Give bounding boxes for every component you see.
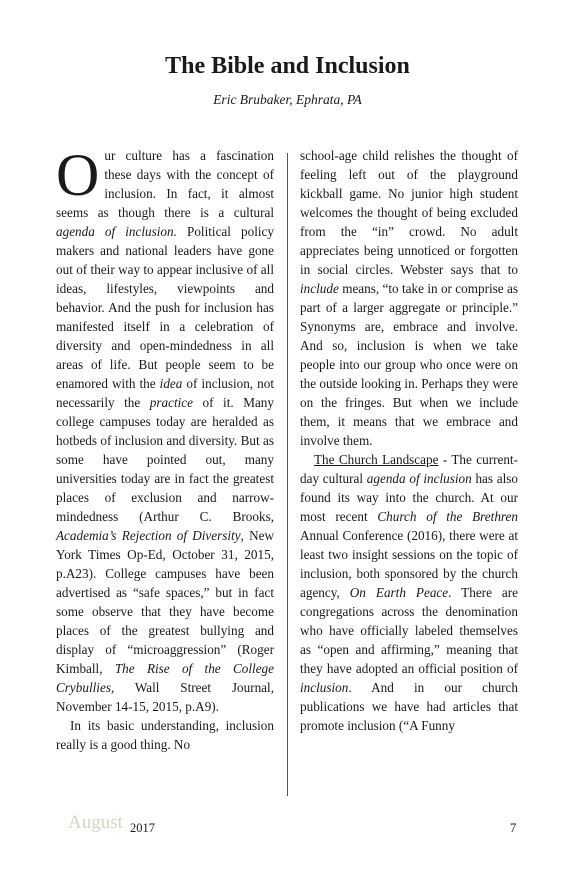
left-column xyxy=(56,142,274,754)
emphasis: Academia’s Rejection of Diversity xyxy=(56,528,241,543)
emphasis: include xyxy=(300,281,339,296)
footer-month: August xyxy=(68,812,123,833)
text-run: Wall Street Journal, November 14-15, 2015, p.A9). xyxy=(56,680,274,714)
text-run: has also found its way into the church. At our most recent xyxy=(300,471,518,524)
emphasis: On Earth Peace xyxy=(349,585,449,600)
text-run: school-age child relishes the thought of feeling left out of the playground kickball game. No junior high student welcomes the thought of being excluded from the “in” crowd. No adult appreciates being unnoticed or forgotten in social circles. Webster says that to xyxy=(300,148,518,277)
text-run: - The current-day cultural xyxy=(300,452,518,486)
text-run: . There are congregations across the denomination who have officially labeled themselves as “open and affirming,” meaning that they have adopted an official position of xyxy=(300,585,519,676)
text-run: ur culture has a fascination these days with the concept of inclusion. In fact, it almost seems as though there is a cultural xyxy=(56,148,274,220)
section-heading: The Church Landscape xyxy=(314,452,439,467)
text-run: Political policy makers and national leaders have gone out of their way to appear inclusive of all ideas, lifestyles, viewpoints and behavior. And the push for inclusion has manifested itself in a celebration of diversity and open-mindedness in all areas of life. But people seem to be enamored with the xyxy=(56,224,274,391)
text-run: Annual Conference (2016), there were at least two insight sessions on the topic of inclusion, both sponsored by the church agency, xyxy=(300,528,518,600)
right-paragraph-2 xyxy=(300,450,518,735)
text-run: , New York Times Op-Ed, October 31, 2015, p.A23). College campuses have been advertised as “safe spaces,” but in fact some observe that they have become places of the greatest bullying and display of “microaggression” (Roger Kimball, xyxy=(56,528,274,676)
emphasis: Church of the Brethren xyxy=(377,509,519,524)
text-run: of it. Many college campuses today are heralded as hotbeds of inclusion and diversity. But as some have pointed out, many universities today are in fact the greatest places of exclusion and narrow-mindedness (Arthur C. Brooks, xyxy=(56,395,274,524)
right-paragraph-1 xyxy=(300,146,518,450)
column-divider xyxy=(287,153,288,796)
drop-cap: O xyxy=(56,142,100,208)
emphasis: inclusion xyxy=(300,680,349,695)
footer-year: 2017 xyxy=(130,821,155,835)
text-run: of inclusion, not necessarily the xyxy=(56,376,274,410)
text-run: . And in our church publications we have had articles that promote inclusion (“A Funny xyxy=(300,680,518,733)
emphasis: The Rise of the College Crybullies, xyxy=(56,661,274,695)
emphasis: agenda of inclusion xyxy=(366,471,472,486)
article-byline: Eric Brubaker, Ephrata, PA xyxy=(213,92,362,107)
page-number: 7 xyxy=(510,821,517,835)
emphasis: practice xyxy=(149,395,193,410)
emphasis: idea xyxy=(159,376,183,391)
article-title: The Bible and Inclusion xyxy=(165,53,410,79)
emphasis: agenda of inclusion. xyxy=(56,224,177,239)
right-column xyxy=(300,146,518,735)
text-run: means, “to take in or comprise as part of a larger aggregate or principle.” Synonyms are, embrace and involve. And so, inclusion is when we take people into our group who once were on the outside looking in. Perhaps they were on the fringes. But when we include them, it means that we embrace and involve them. xyxy=(300,281,518,448)
left-paragraph-1 xyxy=(56,142,274,716)
left-paragraph-2: In its basic understanding, inclusion really is a good thing. No xyxy=(56,718,274,752)
